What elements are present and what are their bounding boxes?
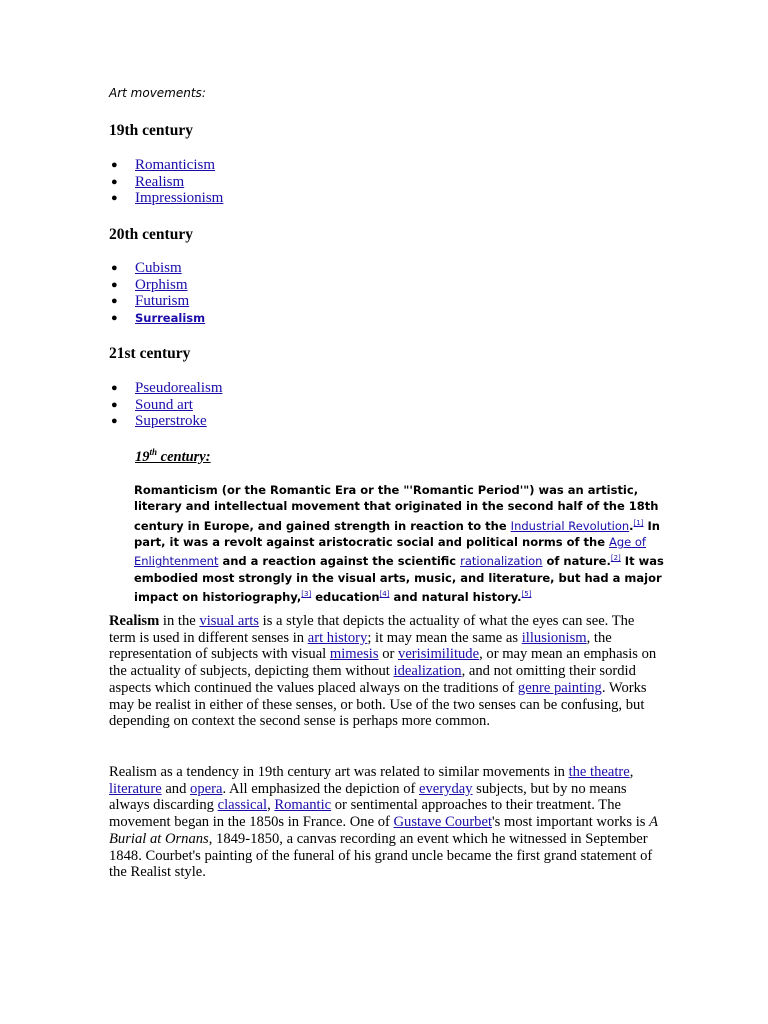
list-item: ● Orphism: [111, 276, 188, 293]
link-sound-art[interactable]: Sound art: [135, 396, 193, 413]
list-item: ● Romanticism: [111, 157, 215, 173]
link-the-theatre[interactable]: the theatre: [568, 764, 630, 780]
reference-link[interactable]: [5]: [521, 590, 532, 599]
link-art-history[interactable]: art history: [307, 629, 368, 646]
link-rationalization[interactable]: rationalization: [460, 554, 543, 569]
sub-heading-19th-century: 19th century:: [135, 447, 211, 465]
link-verisimilitude[interactable]: verisimilitude: [398, 646, 480, 663]
link-superstroke[interactable]: Superstroke: [135, 413, 207, 430]
list-item: ● Superstroke: [111, 413, 207, 430]
list-19th-century: [109, 157, 223, 207]
heading-20th-century: 20th century: [109, 226, 193, 243]
list-item: ● Surrealism: [111, 310, 206, 325]
link-classical[interactable]: classical: [217, 797, 268, 814]
link-genre-painting[interactable]: genre painting: [517, 679, 602, 696]
link-futurism[interactable]: Futurism: [135, 293, 190, 310]
realism-paragraph-1: Realism in the visual arts is a style that depicts the actuality of what the eyes can see. The term is used in different senses in art history; it may mean the same as illusionism, the representation of subjects with visual mimesis or verisimilitude, or may mean an emphasis on the actuality of subjects, depicting them without idealization, and not omitting their sordid aspects which continued the values placed always on the traditions of genre painting. Works may be realist in either of these senses, or both. Use of the two senses can be confusing, but depending on context the second sense is perhaps more common.: [109, 613, 657, 730]
reference-link[interactable]: [2]: [610, 554, 621, 563]
list-item: ● Sound art: [111, 396, 193, 413]
heading-21st-century: 21st century: [109, 345, 191, 362]
art-movements-title: Art movements:: [109, 86, 206, 100]
link-impressionism[interactable]: Impressionism: [135, 190, 224, 207]
link-illusionism[interactable]: illusionism: [521, 629, 587, 646]
reference-link[interactable]: [1]: [633, 518, 644, 527]
link-idealization[interactable]: idealization: [393, 663, 462, 680]
link-gustave-courbet[interactable]: Gustave Courbet: [393, 814, 493, 831]
list-item: ● Cubism: [111, 260, 182, 276]
list-item: ● Pseudorealism: [111, 380, 223, 396]
list-item: ● Impressionism: [111, 190, 224, 207]
link-pseudorealism[interactable]: Pseudorealism: [135, 380, 223, 396]
list-21st-century: [109, 380, 223, 430]
romanticism-paragraph: Romanticism (or the Romantic Era or the "'Romantic Period'") was an artistic, literary and intellectual movement that originated in the second half of the 18th century in Europe, and gained strength in reaction to the Industrial Revolution.[1] In part, it was a revolt against aristocratic social and political norms of the Age of Enlightenment and a reaction against the scientific rationalization of nature.[2] It was embodied most strongly in the visual arts, music, and literature, but had a major impact on historiography,[3] education[4] and natural history.[5]: [134, 483, 664, 604]
link-visual-arts[interactable]: visual arts: [199, 613, 259, 629]
link-everyday[interactable]: everyday: [419, 780, 473, 797]
link-mimesis[interactable]: mimesis: [329, 646, 379, 663]
reference-link[interactable]: [4]: [379, 590, 390, 599]
list-item: ● Futurism: [111, 293, 190, 310]
link-orphism[interactable]: Orphism: [135, 276, 188, 293]
reference-link[interactable]: [3]: [301, 590, 312, 599]
list-item: ● Realism: [111, 173, 185, 190]
link-opera[interactable]: opera: [190, 780, 223, 797]
link-romanticism[interactable]: Romanticism: [135, 157, 215, 173]
link-cubism[interactable]: Cubism: [135, 260, 182, 276]
link-industrial-revolution[interactable]: Industrial Revolution: [510, 518, 630, 533]
link-surrealism[interactable]: Surrealism: [135, 310, 206, 325]
link-realism[interactable]: Realism: [135, 173, 185, 190]
heading-19th-century: 19th century: [109, 122, 193, 139]
link-literature[interactable]: literature: [109, 780, 162, 797]
link-age-of-enlightenment[interactable]: Age of Enlightenment: [134, 535, 646, 569]
realism-paragraph-2: Realism as a tendency in 19th century art was related to similar movements in the theatre, literature and opera. All emphasized the depiction of everyday subjects, but by no means always discarding classical, Romantic or sentimental approaches to their treatment. The movement began in the 1850s in France. One of Gustave Courbet's most important works is A Burial at Ornans, 1849-1850, a canvas recording an event which he witnessed in September 1848. Courbet's painting of the funeral of his grand uncle became the first grand statement of the Realist style.: [109, 764, 658, 881]
link-romantic[interactable]: Romantic: [274, 797, 332, 814]
list-20th-century: [109, 260, 205, 326]
